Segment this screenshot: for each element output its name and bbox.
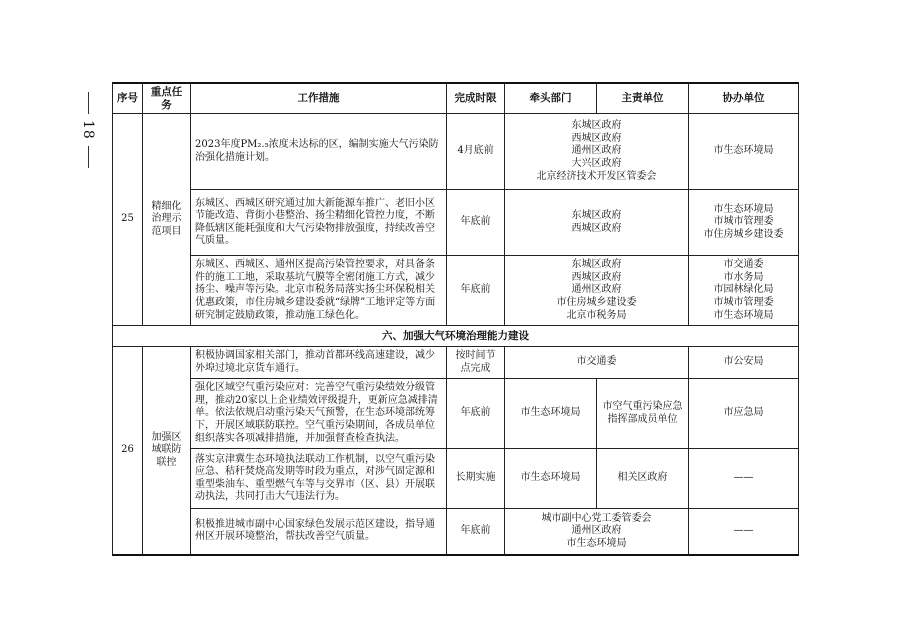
assist-item: 市城市管理委 bbox=[713, 296, 774, 308]
measure-cell: 东城区、西城区研究通过加大新能源车推广、老旧小区节能改造、背街小巷整治、扬尘精细化管控力度，不断降低辖区能耗强度和大气污染物排放强度，持续改善空气质量。 bbox=[191, 190, 447, 256]
lead-cell: 市生态环境局 bbox=[505, 449, 597, 509]
header-row bbox=[113, 83, 799, 114]
task-name: 精细化治理示范项目 bbox=[143, 114, 191, 326]
lead-cell: 市生态环境局 bbox=[505, 379, 597, 449]
deadline-cell: 4月底前 bbox=[447, 114, 505, 190]
table-row bbox=[113, 114, 799, 190]
task-name: 加强区域联防联控 bbox=[143, 347, 191, 555]
page-number-dash-top bbox=[88, 92, 89, 114]
responsible-item: 通州区政府 bbox=[571, 145, 622, 157]
responsible-item: 大兴区政府 bbox=[571, 157, 622, 169]
assist-cell: —— bbox=[689, 509, 799, 555]
responsible-item: 城市副中心党工委管委会 bbox=[541, 512, 652, 524]
assist-item: 市水务局 bbox=[723, 271, 764, 283]
header-no: 序号 bbox=[113, 83, 143, 114]
responsible-cell bbox=[505, 256, 689, 326]
deadline-cell: 按时间节点完成 bbox=[447, 347, 505, 379]
measure-cell: 积极推进城市副中心国家绿色发展示范区建设，指导通州区开展环境整治，帮扶改善空气质量。 bbox=[191, 509, 447, 555]
header-assist: 协办单位 bbox=[689, 83, 799, 114]
assist-item: 市交通委 bbox=[723, 259, 764, 271]
responsible-item: 通州区政府 bbox=[571, 525, 622, 537]
deadline-cell: 年底前 bbox=[447, 256, 505, 326]
assist-cell: —— bbox=[689, 449, 799, 509]
table-row bbox=[113, 256, 799, 326]
table-row bbox=[113, 347, 799, 379]
assist-cell bbox=[689, 190, 799, 256]
responsible-item: 西城区政府 bbox=[571, 222, 622, 234]
deadline-cell: 年底前 bbox=[447, 190, 505, 256]
measure-cell: 积极协调国家相关部门，推动首都环线高速建设，减少外埠过境北京货车通行。 bbox=[191, 347, 447, 379]
responsible-item: 市住房城乡建设委 bbox=[556, 296, 637, 308]
responsible-item: 市生态环境局 bbox=[566, 537, 627, 549]
measure-cell: 2023年度PM₂.₅浓度未达标的区，编制实施大气污染防治强化措施计划。 bbox=[191, 114, 447, 190]
item-number: 25 bbox=[113, 114, 143, 326]
responsible-item: 通州区政府 bbox=[571, 284, 622, 296]
assist-item: 市住房城乡建设委 bbox=[703, 228, 784, 240]
responsible-cell: 市交通委 bbox=[505, 347, 689, 379]
section-title: 六、加强大气环境治理能力建设 bbox=[113, 326, 799, 347]
measure-cell: 强化区域空气重污染应对：完善空气重污染绩效分级管理，推动20家以上企业绩效评级提升，更新应急减排清单。依法依规启动重污染天气预警，在生态环境部统筹下，开展区域联防联控。空气重污染期间，各成员单位组织落实各项减排措施，并加强督查检查执法。 bbox=[191, 379, 447, 449]
deadline-cell: 年底前 bbox=[447, 379, 505, 449]
assist-cell: 市公安局 bbox=[689, 347, 799, 379]
section-row bbox=[113, 326, 799, 347]
assist-cell bbox=[689, 114, 799, 190]
assist-item: 市城市管理委 bbox=[713, 216, 774, 228]
table-row bbox=[113, 509, 799, 555]
table-row bbox=[113, 449, 799, 509]
item-number: 26 bbox=[113, 347, 143, 555]
responsible-item: 西城区政府 bbox=[571, 271, 622, 283]
responsible-item: 东城区政府 bbox=[571, 210, 622, 222]
header-task: 重点任务 bbox=[143, 83, 191, 114]
table-row bbox=[113, 379, 799, 449]
main-cell: 相关区政府 bbox=[597, 449, 689, 509]
responsible-cell bbox=[505, 509, 689, 555]
page-number-text: 18 bbox=[80, 120, 96, 140]
responsible-item: 东城区政府 bbox=[571, 259, 622, 271]
deadline-cell: 长期实施 bbox=[447, 449, 505, 509]
responsible-item: 北京市税务局 bbox=[566, 309, 627, 321]
assist-item: 市生态环境局 bbox=[713, 145, 774, 157]
assist-item: 市生态环境局 bbox=[713, 309, 774, 321]
measure-cell: 落实京津冀生态环境执法联动工作机制，以空气重污染应急、秸秆焚烧高发期等时段为重点，对涉气固定源和重型柴油车、重型燃气车等与交界市（区、县）开展联动执法，共同打击大气违法行为。 bbox=[191, 449, 447, 509]
responsible-item: 北京经济技术开发区管委会 bbox=[536, 170, 657, 182]
measure-cell: 东城区、西城区、通州区提高污染管控要求，对具备条件的施工工地，采取基坑气膜等全密闭施工方式，减少扬尘、噪声等污染。北京市税务局落实扬尘环保税相关优惠政策，市住房城乡建设委就“绿牌”工地评定等方面研究制定鼓励政策，推动施工绿色化。 bbox=[191, 256, 447, 326]
header-deadline: 完成时限 bbox=[447, 83, 505, 114]
assist-cell bbox=[689, 256, 799, 326]
assist-cell: 市应急局 bbox=[689, 379, 799, 449]
assist-item: 市园林绿化局 bbox=[713, 284, 774, 296]
deadline-cell: 年底前 bbox=[447, 509, 505, 555]
responsible-cell bbox=[505, 114, 689, 190]
task-table bbox=[112, 82, 799, 556]
responsible-item: 东城区政府 bbox=[571, 120, 622, 132]
assist-item: 市生态环境局 bbox=[713, 203, 774, 215]
header-main: 主责单位 bbox=[597, 83, 689, 114]
table-row bbox=[113, 190, 799, 256]
header-lead: 牵头部门 bbox=[505, 83, 597, 114]
page-number bbox=[78, 92, 98, 182]
main-cell: 市空气重污染应急指挥部成员单位 bbox=[597, 379, 689, 449]
header-measure: 工作措施 bbox=[191, 83, 447, 114]
page-number-dash-bottom bbox=[88, 146, 89, 168]
responsible-cell bbox=[505, 190, 689, 256]
responsible-item: 西城区政府 bbox=[571, 132, 622, 144]
